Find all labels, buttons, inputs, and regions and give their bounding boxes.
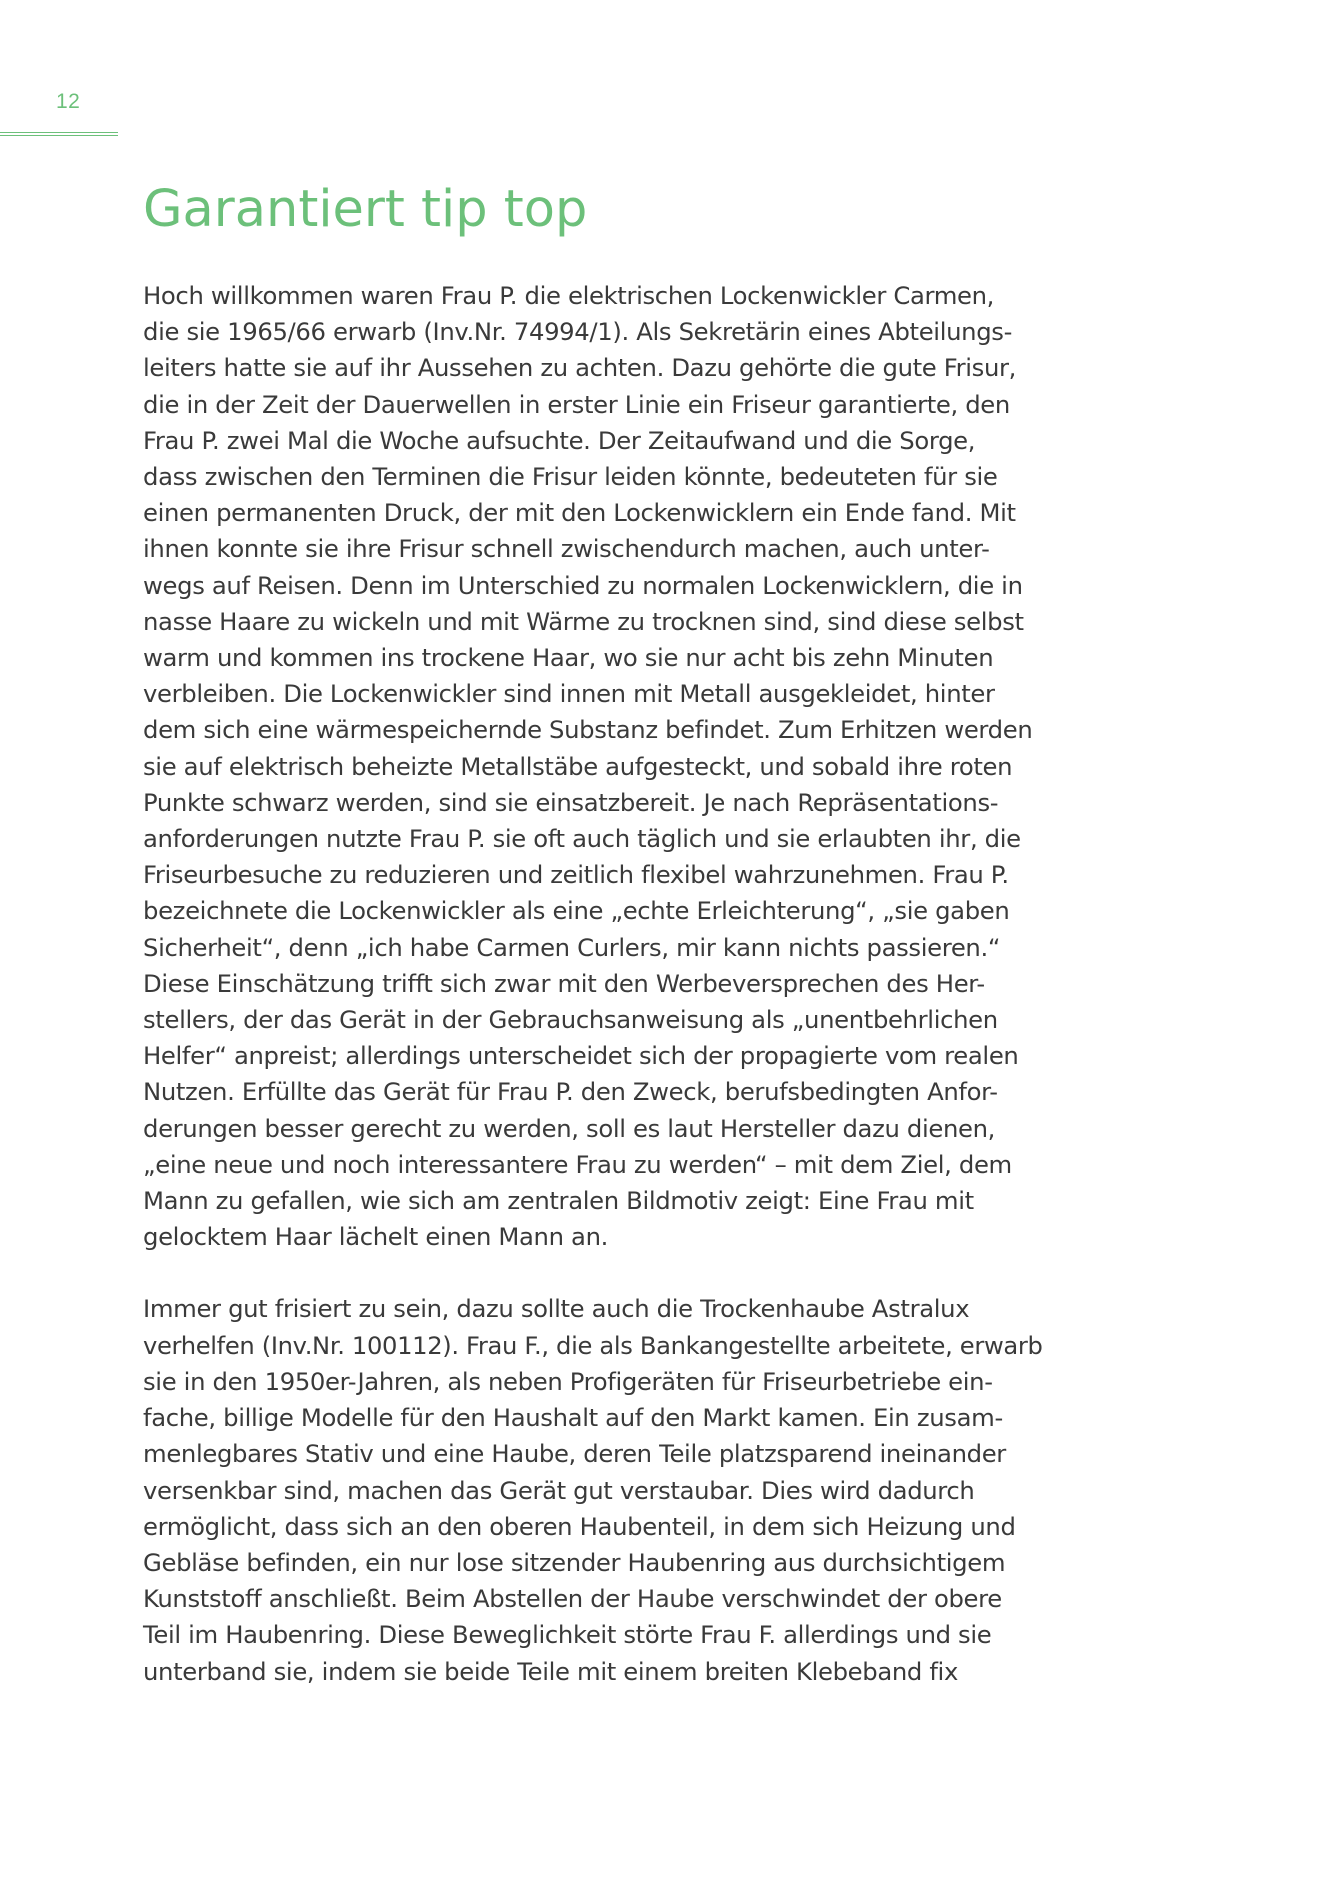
text-line: ermöglicht, dass sich an den oberen Haubenteil, in dem sich Heizung und — [143, 1511, 1016, 1541]
text-line: leiters hatte sie auf ihr Aussehen zu achten. Dazu gehörte die gute Frisur, — [143, 353, 1017, 383]
text-line: nasse Haare zu wickeln und mit Wärme zu trocknen sind, sind diese selbst — [143, 606, 1024, 636]
text-line: Gebläse befinden, ein nur lose sitzender Haubenring aus durchsichtigem — [143, 1547, 1006, 1577]
text-line: menlegbares Stativ und eine Haube, deren Teile platzsparend ineinander — [143, 1439, 1006, 1469]
text-line: dem sich eine wärmespeichernde Substanz befindet. Zum Erhitzen werden — [143, 715, 1033, 745]
text-line: bezeichnete die Lockenwickler als eine „echte Erleichterung“, „sie gaben — [143, 896, 1010, 926]
text-line: Mann zu gefallen, wie sich am zentralen Bildmotiv zeigt: Eine Frau mit — [143, 1186, 974, 1216]
text-line: Diese Einschätzung trifft sich zwar mit den Werbeversprechen des Her- — [143, 968, 985, 998]
text-line: anforderungen nutzte Frau P. sie oft auch täglich und sie erlaubten ihr, die — [143, 824, 1021, 854]
text-line: verbleiben. Die Lockenwickler sind innen mit Metall ausgekleidet, hinter — [143, 679, 995, 709]
text-line: Immer gut frisiert zu sein, dazu sollte auch die Trockenhaube Astralux — [143, 1294, 970, 1324]
text-line: fache, billige Modelle für den Haushalt auf den Markt kamen. Ein zusam- — [143, 1403, 1003, 1433]
text-line: stellers, der das Gerät in der Gebrauchsanweisung als „unentbehrlichen — [143, 1005, 998, 1035]
article-title: Garantiert tip top — [143, 180, 588, 239]
paragraph-gap — [143, 1255, 1043, 1291]
paragraph — [143, 1291, 1043, 1689]
text-line: Frau P. zwei Mal die Woche aufsuchte. Der Zeitaufwand und die Sorge, — [143, 425, 976, 455]
text-line: sie in den 1950er-Jahren, als neben Profigeräten für Friseurbetriebe ein- — [143, 1366, 993, 1396]
text-line: warm und kommen ins trockene Haar, wo sie nur acht bis zehn Minuten — [143, 643, 994, 673]
paragraph — [143, 278, 1043, 1255]
text-line: derungen besser gerecht zu werden, soll es laut Hersteller dazu dienen, — [143, 1113, 996, 1143]
text-line: „eine neue und noch interessantere Frau zu werden“ – mit dem Ziel, dem — [143, 1149, 1012, 1179]
article-body — [143, 278, 1043, 1690]
text-line: einen permanenten Druck, der mit den Lockenwicklern ein Ende fand. Mit — [143, 498, 1016, 528]
text-line: Nutzen. Erfüllte das Gerät für Frau P. den Zweck, berufsbedingten Anfor- — [143, 1077, 998, 1107]
text-line: Teil im Haubenring. Diese Beweglichkeit störte Frau F. allerdings und sie — [143, 1620, 992, 1650]
text-line: unterband sie, indem sie beide Teile mit einem breiten Klebeband fix — [143, 1656, 958, 1686]
text-line: die in der Zeit der Dauerwellen in erster Linie ein Friseur garantierte, den — [143, 389, 1010, 419]
text-line: Sicherheit“, denn „ich habe Carmen Curlers, mir kann nichts passieren.“ — [143, 932, 1001, 962]
page-number-rule — [0, 132, 118, 136]
text-line: Kunststoff anschließt. Beim Abstellen der Haube verschwindet der obere — [143, 1584, 1002, 1614]
text-line: Friseurbesuche zu reduzieren und zeitlich flexibel wahrzunehmen. Frau P. — [143, 860, 1009, 890]
text-line: sie auf elektrisch beheizte Metallstäbe aufgesteckt, und sobald ihre roten — [143, 751, 1013, 781]
text-line: Helfer“ anpreist; allerdings unterscheidet sich der propagierte vom realen — [143, 1041, 1019, 1071]
text-line: ihnen konnte sie ihre Frisur schnell zwischendurch machen, auch unter- — [143, 534, 990, 564]
text-line: wegs auf Reisen. Denn im Unterschied zu normalen Lockenwicklern, die in — [143, 570, 1023, 600]
text-line: Hoch willkommen waren Frau P. die elektrischen Lockenwickler Carmen, — [143, 281, 995, 310]
text-line: versenkbar sind, machen das Gerät gut verstaubar. Dies wird dadurch — [143, 1475, 975, 1505]
text-line: verhelfen (Inv.Nr. 100112). Frau F., die als Bankangestellte arbeitete, erwarb — [143, 1330, 1043, 1360]
page-number: 12 — [56, 90, 81, 113]
text-line: Punkte schwarz werden, sind sie einsatzbereit. Je nach Repräsentations- — [143, 787, 999, 817]
text-line: gelocktem Haar lächelt einen Mann an. — [143, 1222, 608, 1252]
text-line: dass zwischen den Terminen die Frisur leiden könnte, bedeuteten für sie — [143, 462, 998, 492]
text-line: die sie 1965/66 erwarb (Inv.Nr. 74994/1). Als Sekretärin eines Abteilungs- — [143, 317, 1012, 347]
